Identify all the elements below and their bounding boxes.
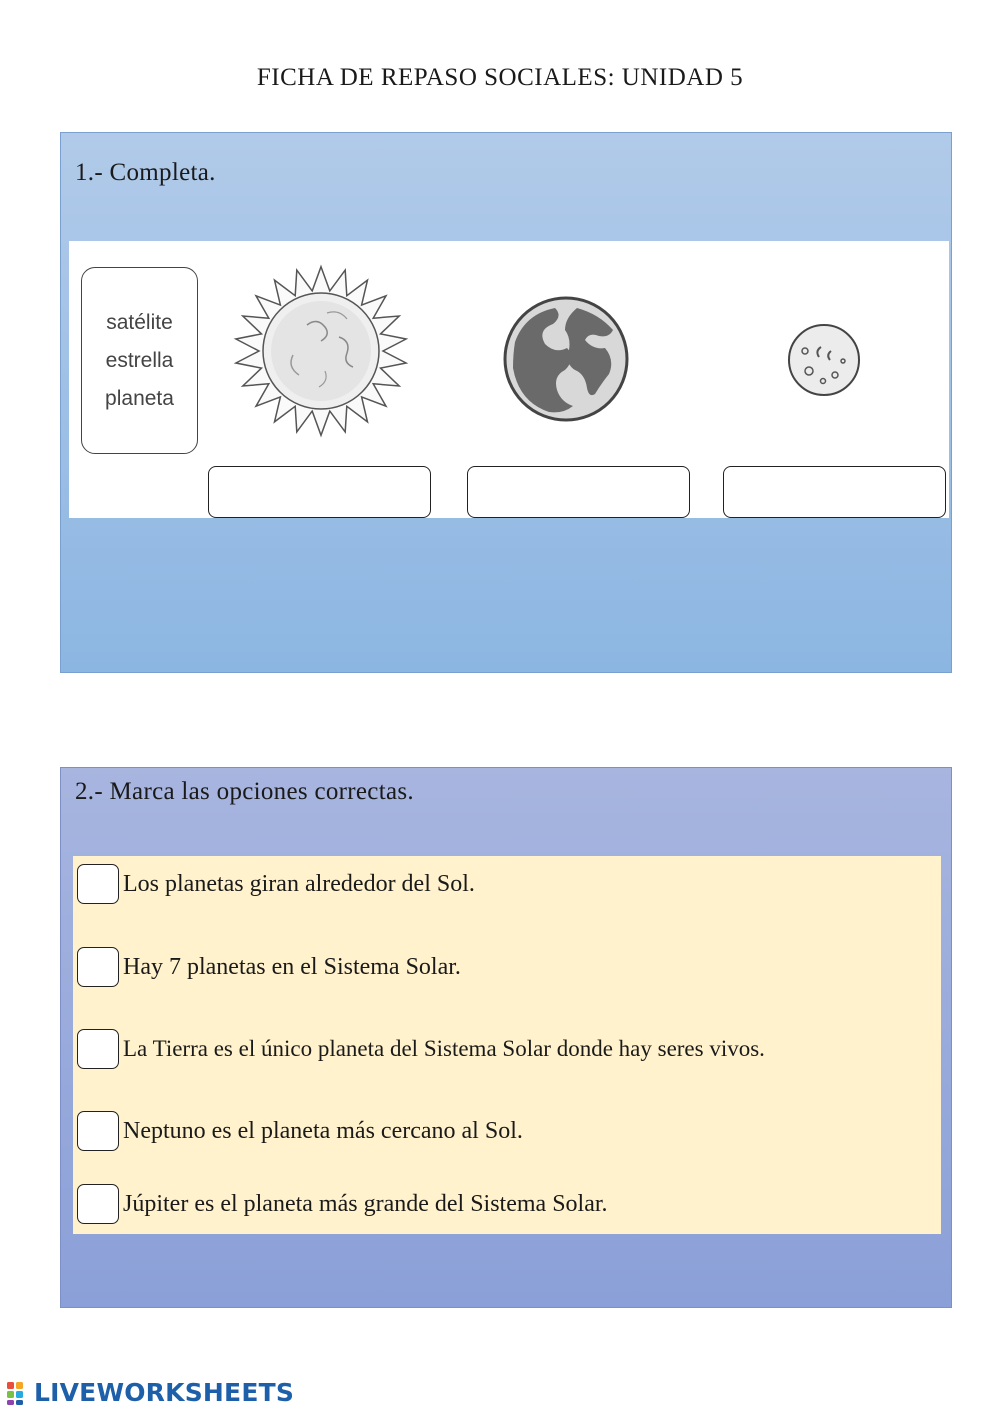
section-complete xyxy=(60,132,952,673)
section-mark-options xyxy=(60,767,952,1308)
liveworksheets-logo-icon xyxy=(6,1380,32,1406)
answer-box-earth[interactable] xyxy=(467,466,690,518)
word-bank-item: estrella xyxy=(105,348,174,372)
option-text: Los planetas giran alrededor del Sol. xyxy=(123,870,475,897)
option-checkbox[interactable] xyxy=(77,947,119,987)
brand-name: LIVEWORKSHEETS xyxy=(34,1378,295,1407)
option-row xyxy=(77,1029,765,1069)
option-text: Neptuno es el planeta más cercano al Sol. xyxy=(123,1117,523,1144)
sun-icon xyxy=(229,263,414,438)
word-bank-item: planeta xyxy=(105,386,174,410)
option-checkbox[interactable] xyxy=(77,1184,119,1224)
option-text: Júpiter es el planeta más grande del Sistema Solar. xyxy=(123,1190,608,1217)
moon-icon xyxy=(785,321,863,399)
liveworksheets-logo[interactable] xyxy=(6,1378,294,1407)
earth-icon xyxy=(501,294,631,424)
answer-box-sun[interactable] xyxy=(208,466,431,518)
word-bank-item: satélite xyxy=(106,310,173,334)
option-row xyxy=(77,864,475,904)
word-bank xyxy=(81,267,198,454)
section2-heading: 2.- Marca las opciones correctas. xyxy=(75,778,414,805)
option-text: Hay 7 planetas en el Sistema Solar. xyxy=(123,953,461,980)
option-row xyxy=(77,1111,523,1151)
option-checkbox[interactable] xyxy=(77,1111,119,1151)
page-title: FICHA DE REPASO SOCIALES: UNIDAD 5 xyxy=(256,64,744,91)
option-checkbox[interactable] xyxy=(77,864,119,904)
option-text: La Tierra es el único planeta del Sistema Solar donde hay seres vivos. xyxy=(123,1036,765,1061)
option-row xyxy=(77,947,461,987)
options-area xyxy=(73,856,941,1234)
image-area xyxy=(69,241,949,518)
option-checkbox[interactable] xyxy=(77,1029,119,1069)
option-row xyxy=(77,1184,608,1224)
answer-box-moon[interactable] xyxy=(723,466,946,518)
section1-heading: 1.- Completa. xyxy=(75,159,216,186)
